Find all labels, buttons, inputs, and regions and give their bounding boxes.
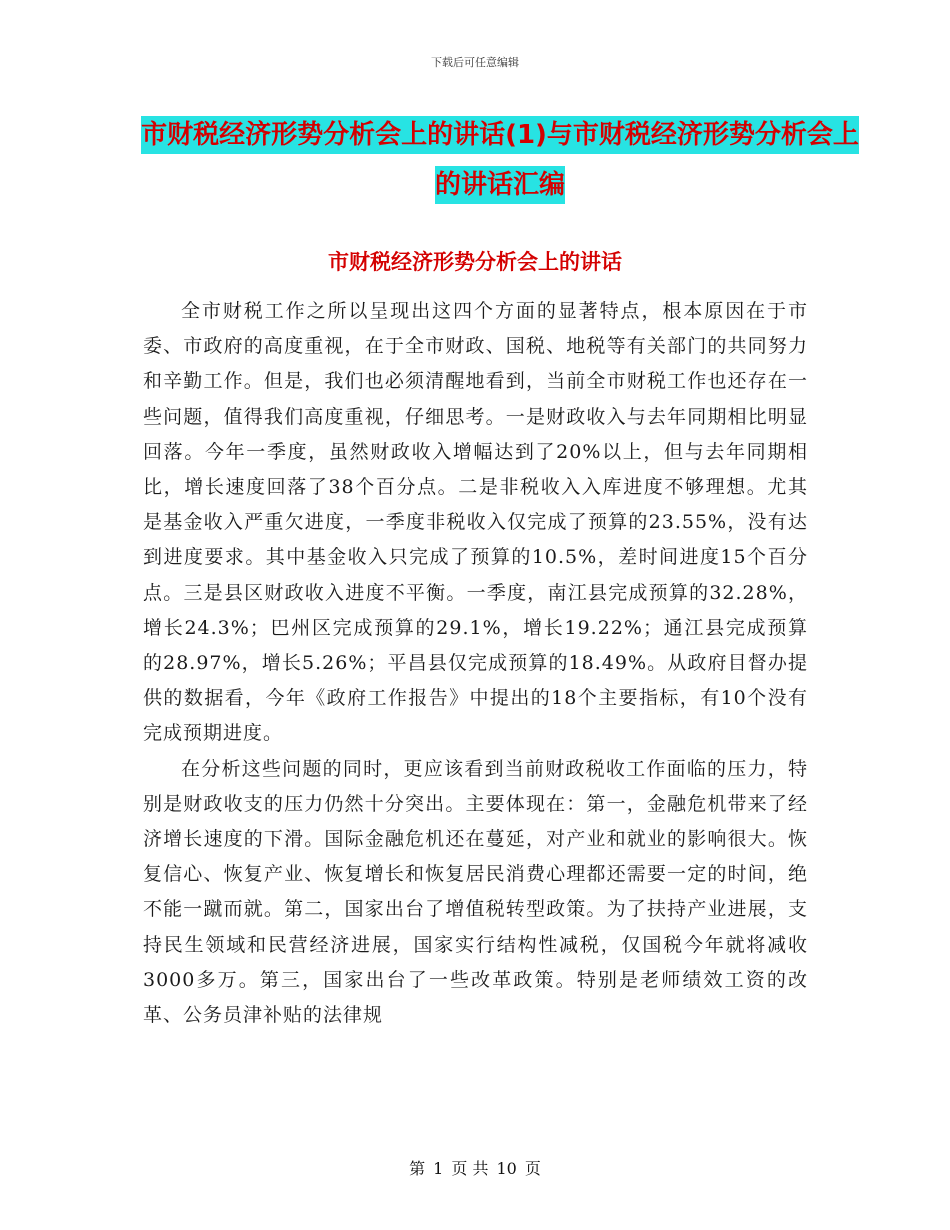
document-title-text: 市财税经济形势分析会上的讲话(1)与市财税经济形势分析会上的讲话汇编 bbox=[141, 116, 859, 204]
document-title bbox=[140, 110, 860, 210]
paragraph: 全市财税工作之所以呈现出这四个方面的显著特点，根本原因在于市委、市政府的高度重视，在于全市财政、国税、地税等有关部门的共同努力和辛勤工作。但是，我们也必须清醒地看到，当前全市财税工作也还存在一些问题，值得我们高度重视，仔细思考。一是财政收入与去年同期相比明显回落。今年一季度，虽然财政收入增幅达到了20%以上，但与去年同期相比，增长速度回落了38个百分点。二是非税收入入库进度不够理想。尤其是基金收入严重欠进度，一季度非税收入仅完成了预算的23.55%，没有达到进度要求。其中基金收入只完成了预算的10.5%，差时间进度15个百分点。三是县区财政收入进度不平衡。一季度，南江县完成预算的32.28%，增长24.3%；巴州区完成预算的29.1%，增长19.22%；通江县完成预算的28.97%，增长5.26%；平昌县仅完成预算的18.49%。从政府目督办提供的数据看，今年《政府工作报告》中提出的18个主要指标，有10个没有完成预期进度。 bbox=[143, 300, 808, 745]
page-footer bbox=[0, 1156, 950, 1179]
section-title: 市财税经济形势分析会上的讲话 bbox=[328, 250, 622, 274]
header-note: 下载后可任意编辑 bbox=[431, 56, 519, 69]
page-suffix: 页 bbox=[524, 1159, 541, 1178]
page-total: 10 bbox=[496, 1159, 517, 1178]
body-text bbox=[143, 294, 808, 1033]
page-mid: 页 共 bbox=[451, 1159, 489, 1178]
page-prefix: 第 bbox=[409, 1159, 426, 1178]
page-number: 1 bbox=[433, 1159, 444, 1178]
paragraph: 在分析这些问题的同时，更应该看到当前财政税收工作面临的压力，特别是财政收支的压力仍然十分突出。主要体现在：第一，金融危机带来了经济增长速度的下滑。国际金融危机还在蔓延，对产业和就业的影响很大。恢复信心、恢复产业、恢复增长和恢复居民消费心理都还需要一定的时间，绝不能一蹴而就。第二，国家出台了增值税转型政策。为了扶持产业进展，支持民生领域和民营经济进展，国家实行结构性减税，仅国税今年就将减收3000多万。第三，国家出台了一些改革政策。特别是老师绩效工资的改革、公务员津补贴的法律规 bbox=[143, 757, 808, 1027]
